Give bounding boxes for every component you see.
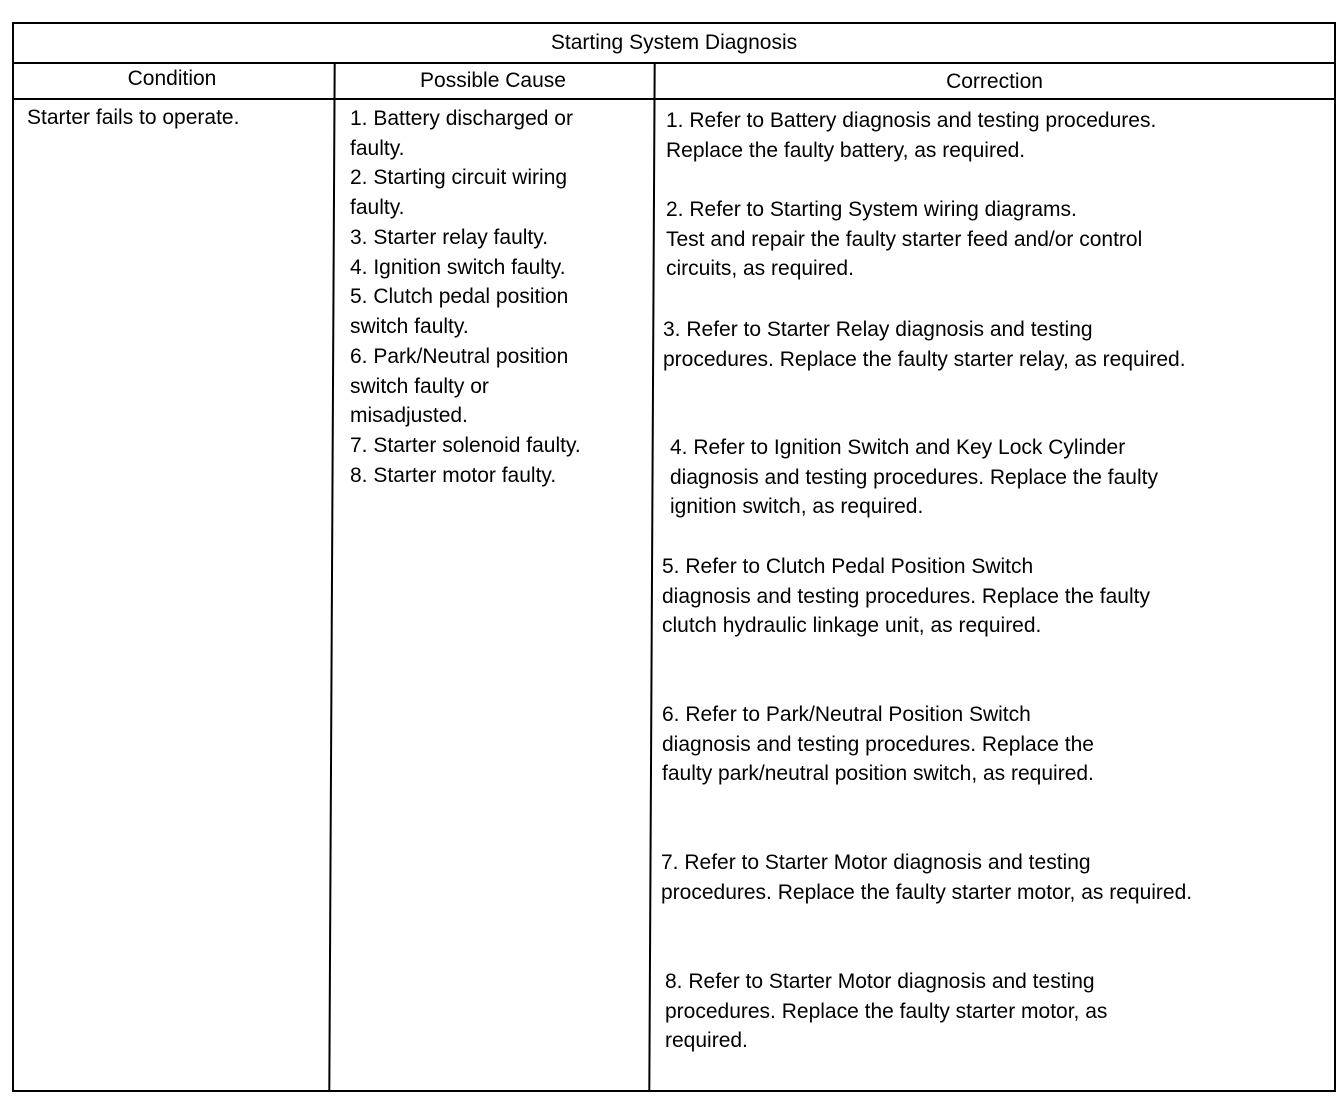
header-correction: Correction [946, 70, 1043, 93]
header-divider [12, 98, 1336, 100]
cause-item: 3. Starter relay faulty. [350, 226, 549, 249]
cause-item: 1. Battery discharged or faulty. [350, 107, 573, 160]
header-cause: Possible Cause [420, 69, 566, 92]
correction-item: 3. Refer to Starter Relay diagnosis and testing procedures. Replace the faulty starter relay, as required. [663, 318, 1186, 371]
correction-item: 6. Refer to Park/Neutral Position Switch diagnosis and testing procedures. Replace the faulty park/neutral position switch, as required. [662, 703, 1094, 786]
cause-item: 7. Starter solenoid faulty. [350, 434, 581, 457]
cause-item: 6. Park/Neutral position switch faulty or misadjusted. [350, 345, 569, 428]
correction-item: 2. Refer to Starting System wiring diagrams. Test and repair the faulty starter feed and/or control circuits, as required. [666, 198, 1143, 281]
header-condition: Condition [127, 67, 217, 90]
correction-item: 8. Refer to Starter Motor diagnosis and testing procedures. Replace the faulty starter motor, as required. [665, 970, 1108, 1053]
cause-item: 4. Ignition switch faulty. [350, 256, 566, 279]
correction-item: 5. Refer to Clutch Pedal Position Switch diagnosis and testing procedures. Replace the faulty clutch hydraulic linkage unit, as required. [662, 555, 1150, 638]
cause-item: 2. Starting circuit wiring faulty. [350, 166, 568, 219]
cause-item: 5. Clutch pedal position switch faulty. [350, 285, 569, 338]
correction-item: 1. Refer to Battery diagnosis and testing procedures. Replace the faulty battery, as required. [666, 109, 1157, 162]
correction-item: 7. Refer to Starter Motor diagnosis and testing procedures. Replace the faulty starter motor, as required. [661, 851, 1193, 904]
cause-item: 8. Starter motor faulty. [350, 464, 557, 487]
table-title: Starting System Diagnosis [550, 31, 798, 54]
condition-text: Starter fails to operate. [27, 106, 240, 129]
correction-item: 4. Refer to Ignition Switch and Key Lock Cylinder diagnosis and testing procedures. Replace the faulty ignition switch, as required. [670, 436, 1158, 519]
